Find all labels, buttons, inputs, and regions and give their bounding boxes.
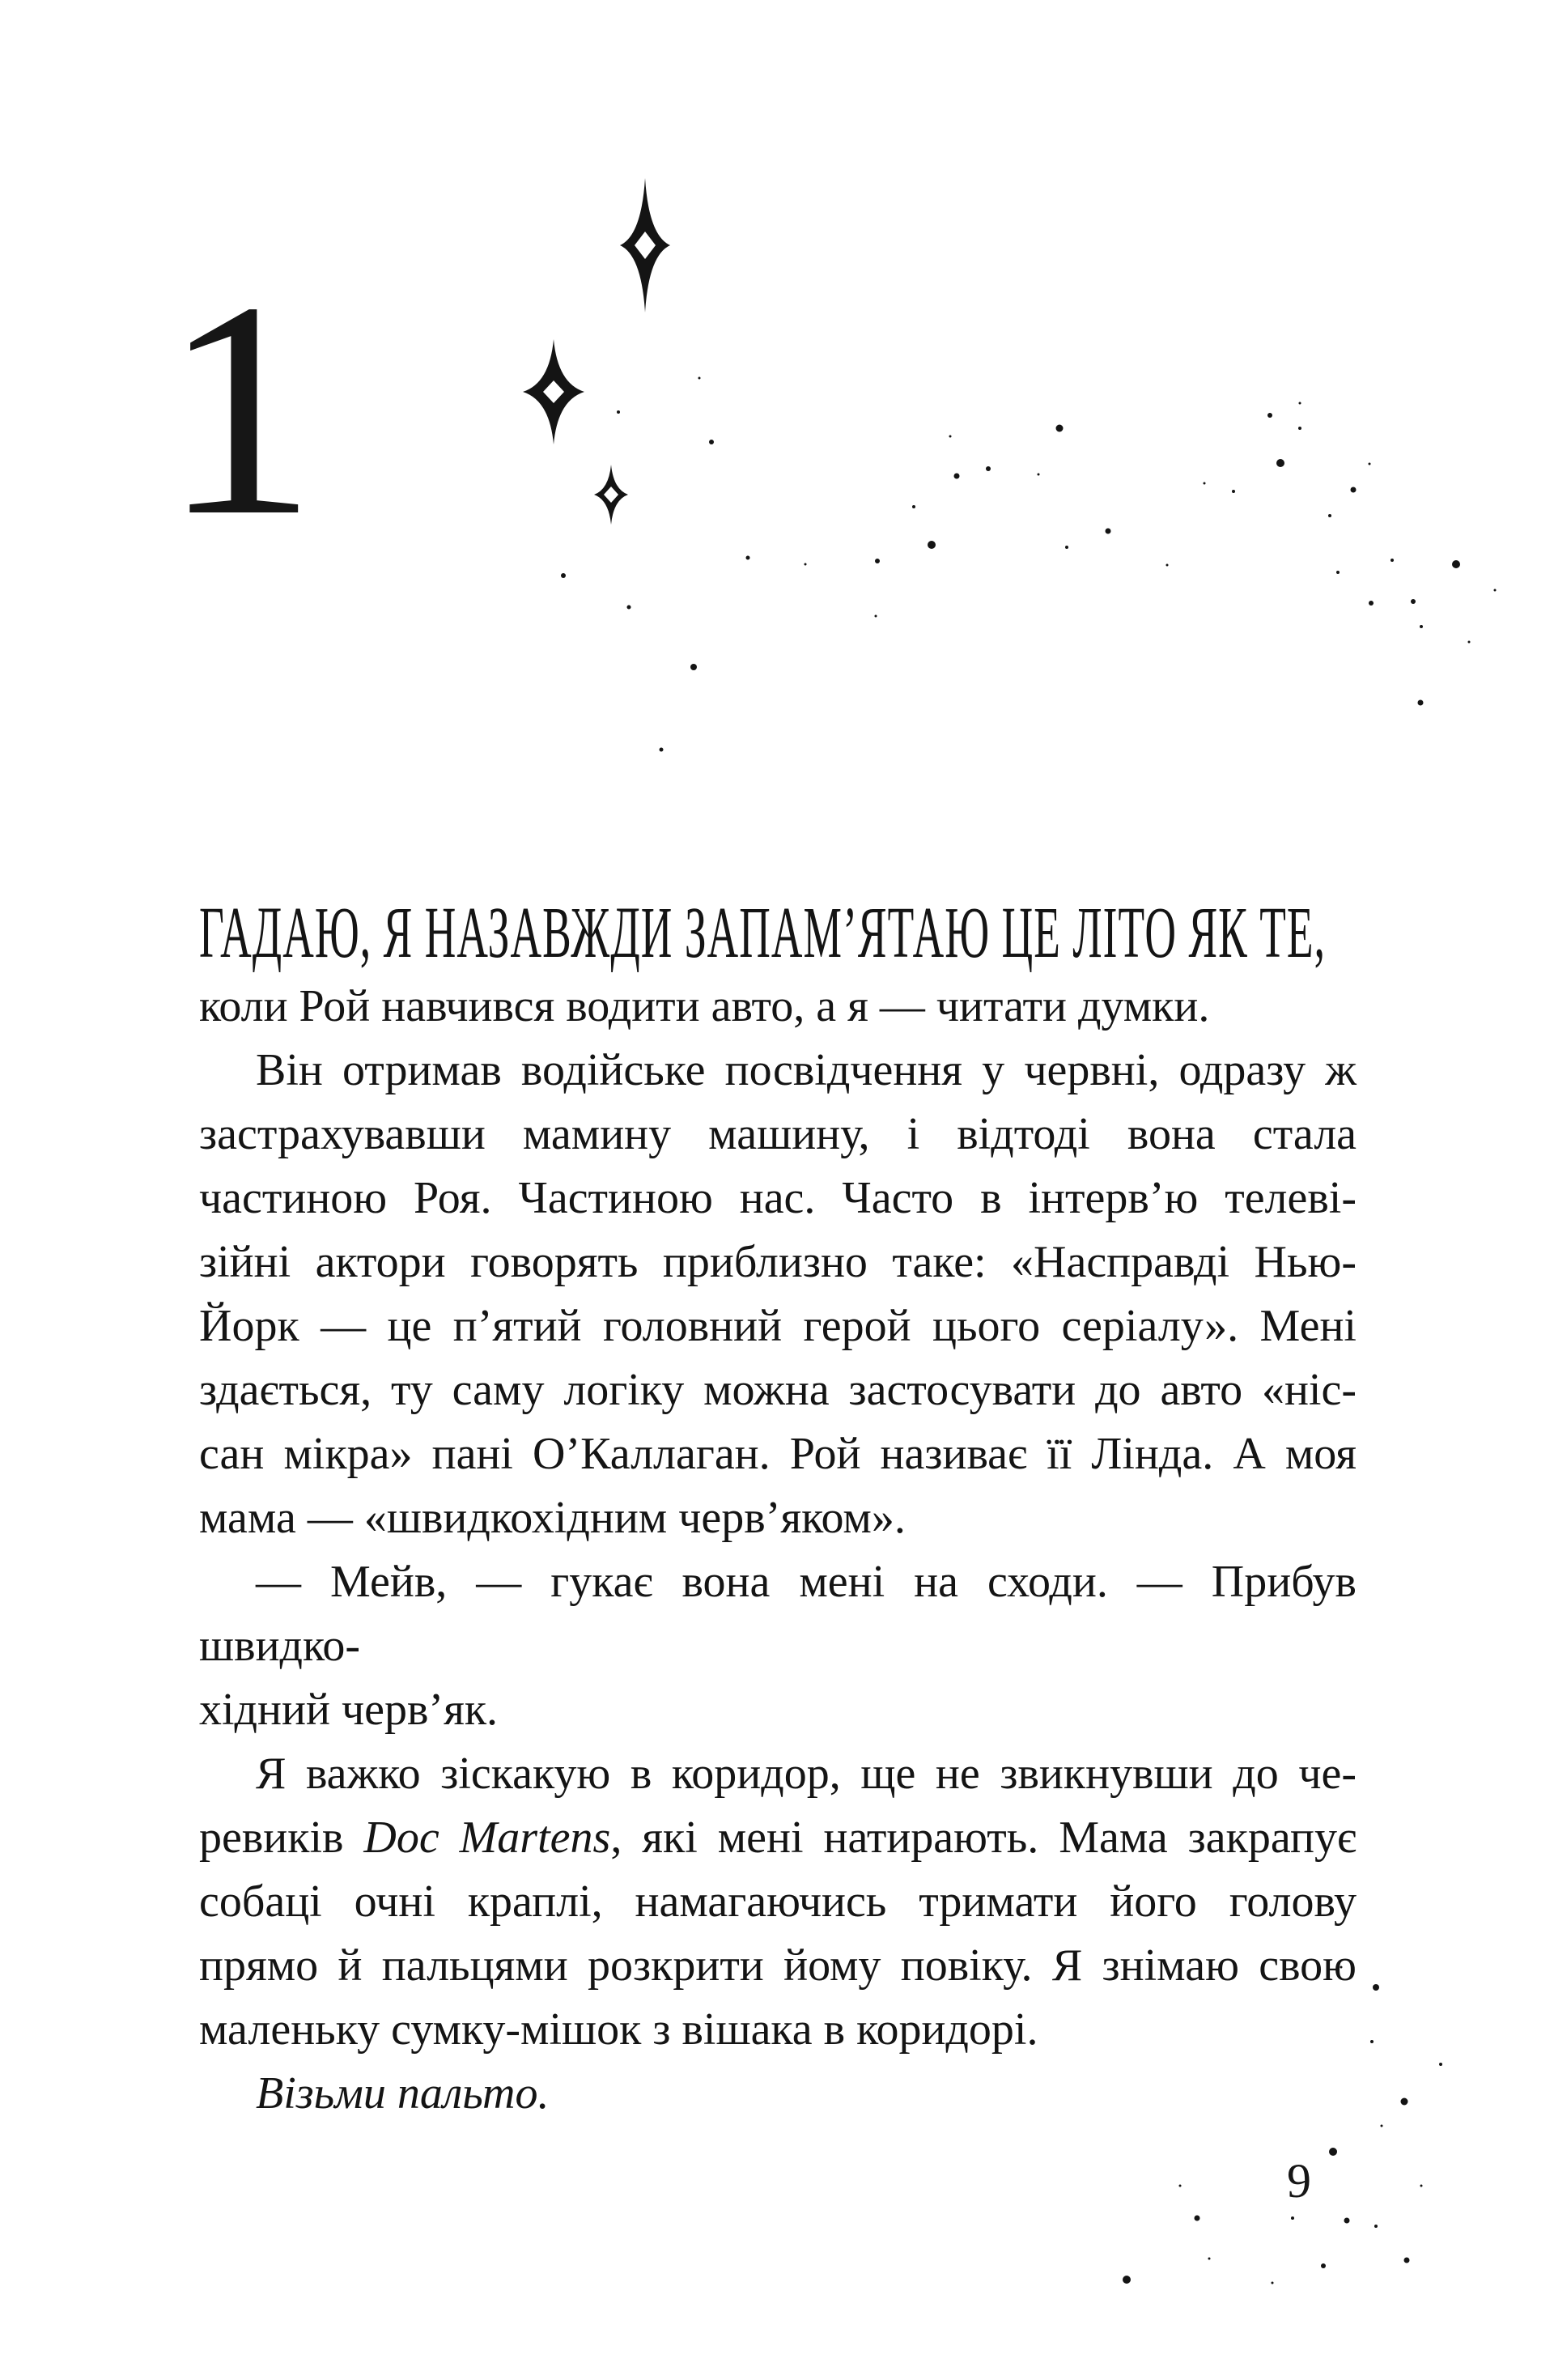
star-dot xyxy=(1056,425,1064,432)
star-dot xyxy=(1381,2125,1383,2127)
star-dot xyxy=(912,505,915,508)
text-line: сан мікра» пані О’Каллаган. Рой називає її Лінда. А моя xyxy=(199,1429,1357,1479)
star-dot xyxy=(1401,2098,1408,2106)
text-line: Я важко зіскакую в коридор, ще не звикнувши до че- xyxy=(256,1749,1357,1799)
star-dot xyxy=(1267,413,1272,418)
text-segment: ревиків xyxy=(199,1813,364,1863)
star-dot xyxy=(1373,1984,1379,1991)
star-dot xyxy=(1204,482,1206,485)
star-dot xyxy=(1208,2258,1211,2260)
sparkle-star-medium-icon xyxy=(523,339,584,444)
star-dot xyxy=(1195,2216,1200,2221)
star-dot xyxy=(698,377,701,380)
star-dot xyxy=(1370,2040,1374,2043)
text-line-italic: Візьми пальто. xyxy=(256,2068,550,2119)
text-line: здається, ту саму логіку можна застосувати до авто «ніс- xyxy=(199,1365,1357,1415)
chapter-number: 1 xyxy=(163,239,316,580)
star-dot xyxy=(1494,589,1497,592)
star-dot xyxy=(1391,559,1394,562)
star-dot xyxy=(1439,2063,1442,2066)
text-line: хідний черв’як. xyxy=(199,1685,499,1735)
text-line: Йорк — це п’ятий головний герой цього серіалу». Мені xyxy=(199,1301,1357,1351)
chapter-opening-caps xyxy=(199,893,1554,973)
star-dot xyxy=(1123,2276,1131,2284)
star-dot xyxy=(1411,599,1416,604)
page-number: 9 xyxy=(1287,2154,1311,2208)
star-dot xyxy=(875,615,877,618)
star-dot xyxy=(1329,2148,1337,2156)
star-dot xyxy=(986,466,991,471)
text-line: зійні актори говорять приблизно таке: «Насправді Нью- xyxy=(199,1237,1357,1287)
text-segment: , які мені натирають. Мама закрапує xyxy=(610,1813,1357,1863)
star-dot xyxy=(1272,2282,1274,2284)
text-line: собаці очні краплі, намагаючись тримати його голову xyxy=(199,1876,1357,1927)
star-dot xyxy=(1065,546,1068,549)
star-dot xyxy=(1420,2185,1423,2187)
star-dot xyxy=(1351,487,1357,493)
star-dot xyxy=(1336,571,1340,574)
text-line: прямо й пальцями розкрити йому повіку. Я знімаю свою xyxy=(199,1940,1357,1991)
star-dot xyxy=(1232,490,1235,493)
star-dot xyxy=(1299,402,1301,405)
star-dot xyxy=(954,474,960,479)
star-dot xyxy=(1276,459,1284,467)
star-dot xyxy=(690,664,697,670)
star-dot xyxy=(1179,2185,1182,2187)
star-dot xyxy=(1298,427,1301,430)
star-dot xyxy=(627,606,631,610)
star-dot xyxy=(1468,641,1471,644)
body-text xyxy=(199,975,1357,2126)
text-line: застрахувавши мамину машину, і відтоді вона стала xyxy=(199,1109,1357,1159)
text-line: частиною Роя. Частиною нас. Часто в інтерв’ю телеві- xyxy=(199,1173,1357,1223)
star-dot xyxy=(1452,560,1460,568)
text-line: Він отримав водійське посвідчення у червні, одразу ж xyxy=(256,1045,1357,1095)
star-dot xyxy=(805,563,807,566)
star-dot xyxy=(1166,564,1169,567)
star-dot xyxy=(1106,529,1111,534)
star-dot xyxy=(949,436,952,438)
text-line: — Мейв, — гукає вона мені на сходи. — Прибув швидко- xyxy=(199,1557,1357,1671)
star-dot xyxy=(928,541,936,549)
text-line: коли Рой навчився водити авто, а я — читати думки. xyxy=(199,981,1210,1031)
star-dot xyxy=(1369,463,1371,465)
star-dot xyxy=(875,559,880,563)
star-dot xyxy=(1374,2225,1378,2228)
star-dot xyxy=(1369,601,1374,606)
star-dot xyxy=(1328,514,1331,517)
star-dot xyxy=(1038,474,1040,476)
star-dot xyxy=(1418,700,1424,706)
chapter-opening-caps-text: ГАДАЮ, Я НАЗАВЖДИ ЗАПАМ’ЯТАЮ ЦЕ ЛІТО ЯК ТЕ, xyxy=(199,893,1326,973)
sparkle-star-small-icon xyxy=(594,465,628,525)
sparkle-star-large-icon xyxy=(620,178,670,312)
text-line: мама — «швидкохідним черв’яком». xyxy=(199,1493,906,1543)
text-line xyxy=(199,1806,1357,1870)
star-dot xyxy=(709,440,714,444)
star-dot xyxy=(617,410,620,414)
text-line: маленьку сумку-мішок з вішака в коридорі. xyxy=(199,2004,1038,2055)
star-dot xyxy=(1404,2258,1410,2263)
star-dot xyxy=(1321,2263,1326,2268)
star-dot xyxy=(561,573,566,578)
star-dot xyxy=(746,556,750,560)
text-segment-italic: Doc Martens xyxy=(363,1813,611,1863)
star-dot xyxy=(660,748,664,752)
star-dot xyxy=(1291,2216,1294,2220)
star-dot xyxy=(1344,2218,1350,2224)
star-dot xyxy=(1420,625,1423,628)
